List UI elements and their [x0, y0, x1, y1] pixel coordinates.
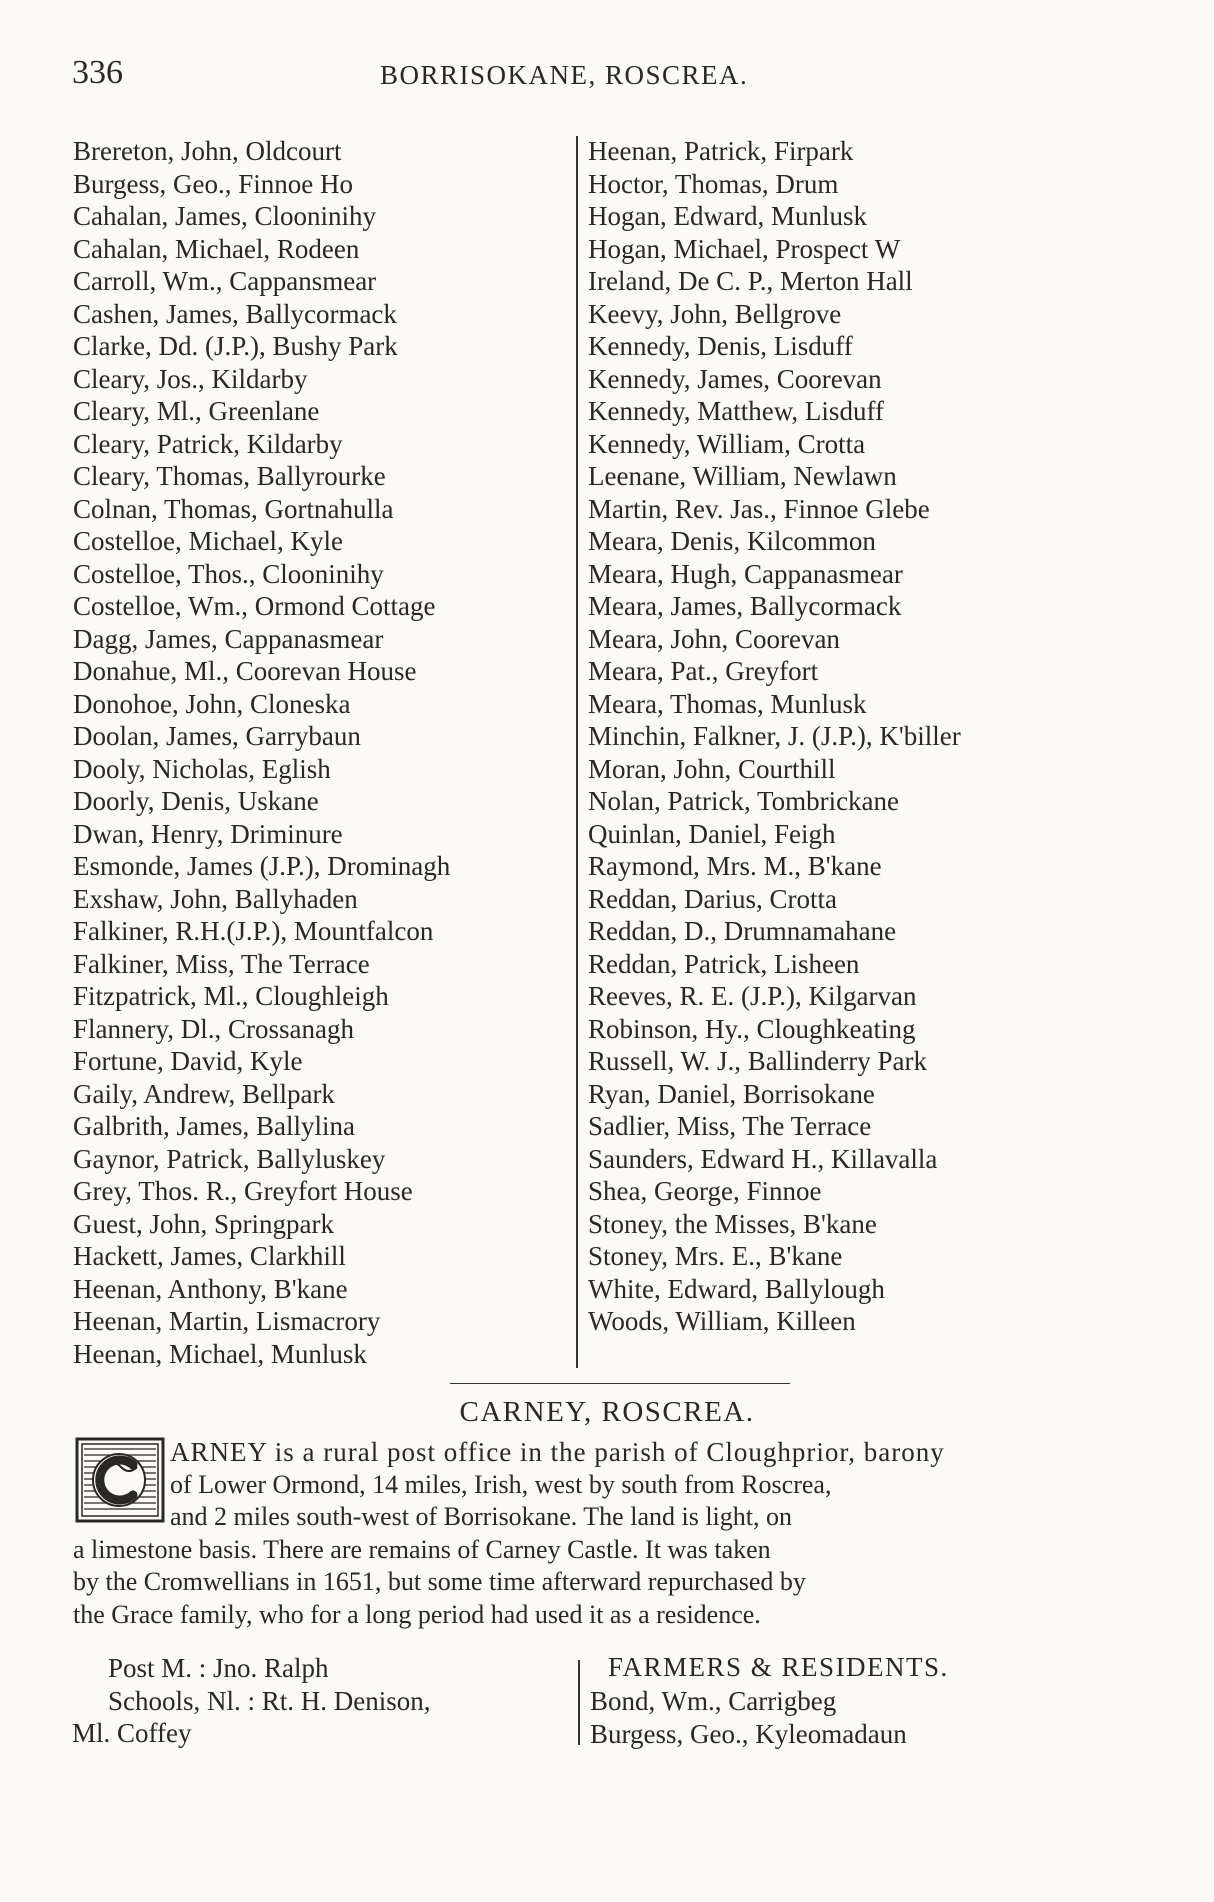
directory-entry: Raymond, Mrs. M., B'kane — [588, 851, 882, 881]
directory-entry: Costelloe, Thos., Clooninihy — [73, 558, 384, 589]
directory-entry: Heenan, Patrick, Firpark — [588, 136, 854, 166]
directory-entry: Kennedy, William, Crotta — [588, 428, 866, 459]
directory-entry: Leenane, William, Newlawn — [588, 461, 897, 491]
description-line: the Grace family, who for a long period had used it as a residence. — [73, 1599, 761, 1629]
directory-entry: Moran, John, Courthill — [588, 753, 836, 784]
directory-entry: Gaily, Andrew, Bellpark — [73, 1078, 335, 1109]
directory-entry: Keevy, John, Bellgrove — [588, 298, 842, 329]
directory-entry: Ireland, De C. P., Merton Hall — [588, 266, 913, 296]
running-title: BORRISOKANE, ROSCREA. — [380, 60, 749, 90]
directory-entry: Cleary, Jos., Kildarby — [73, 363, 308, 394]
directory-entry: Quinlan, Daniel, Feigh — [588, 818, 836, 849]
directory-entry: Donahue, Ml., Coorevan House — [73, 656, 417, 686]
page-header — [0, 48, 1214, 104]
farmers-heading: FARMERS & RESIDENTS. — [608, 1652, 949, 1682]
directory-entry: White, Edward, Ballylough — [588, 1273, 885, 1304]
directory-entry: Costelloe, Wm., Ormond Cottage — [73, 591, 436, 621]
directory-entry: Cleary, Patrick, Kildarby — [73, 428, 343, 459]
directory-entry: Nolan, Patrick, Tombrickane — [588, 786, 900, 816]
farmers-list — [590, 1685, 907, 1750]
directory-entry: Reddan, Darius, Crotta — [588, 883, 837, 914]
directory-entry: Kennedy, James, Coorevan — [588, 363, 882, 394]
directory-entry: Cleary, Thomas, Ballyrourke — [73, 461, 386, 491]
left-column-list — [73, 135, 573, 1370]
directory-entry: Russell, W. J., Ballinderry Park — [588, 1046, 927, 1076]
directory-entry: Reeves, R. E. (J.P.), Kilgarvan — [588, 981, 917, 1011]
directory-entry: Martin, Rev. Jas., Finnoe Glebe — [588, 493, 930, 524]
directory-entry: Fortune, David, Kyle — [73, 1046, 303, 1076]
directory-entry: Woods, William, Killeen — [588, 1306, 856, 1336]
directory-entry: Saunders, Edward H., Killavalla — [588, 1143, 938, 1174]
directory-entry: Heenan, Martin, Lismacrory — [73, 1306, 381, 1336]
carney-description — [73, 1436, 1083, 1631]
description-line: ARNEY is a rural post office in the parish of Cloughprior, barony — [170, 1437, 945, 1467]
directory-entry: Flannery, Dl., Crossanagh — [73, 1013, 354, 1044]
directory-entry: Kennedy, Matthew, Lisduff — [588, 396, 884, 426]
directory-entry: Hogan, Edward, Munlusk — [588, 201, 867, 231]
directory-entry: Heenan, Anthony, B'kane — [73, 1273, 348, 1304]
directory-entry: Reddan, D., Drumnamahane — [588, 916, 897, 946]
directory-entry: Cleary, Ml., Greenlane — [73, 396, 320, 426]
description-line: by the Cromwellians in 1651, but some time afterward repurchased by — [73, 1567, 806, 1596]
directory-entry: Meara, Hugh, Cappanasmear — [588, 558, 903, 589]
schools-line: Schools, Nl. : Rt. H. Denison, — [108, 1685, 431, 1716]
directory-entry: Cahalan, James, Clooninihy — [73, 201, 376, 231]
directory-entry: Stoney, Mrs. E., B'kane — [588, 1241, 843, 1271]
directory-entry: Stoney, the Misses, B'kane — [588, 1208, 877, 1239]
schools-line-continued: Ml. Coffey — [72, 1718, 192, 1748]
description-line: of Lower Ormond, 14 miles, Irish, west by south from Roscrea, — [170, 1469, 832, 1499]
directory-entry: Kennedy, Denis, Lisduff — [588, 331, 853, 361]
directory-entry: Shea, George, Finnoe — [588, 1176, 822, 1206]
directory-entry: Falkiner, R.H.(J.P.), Mountfalcon — [73, 916, 434, 946]
directory-entry: Carroll, Wm., Cappansmear — [73, 266, 377, 296]
section-heading: CARNEY, ROSCREA. — [459, 1396, 755, 1428]
directory-entry: Burgess, Geo., Kyleomadaun — [590, 1718, 907, 1749]
directory-entry: Burgess, Geo., Finnoe Ho — [73, 168, 353, 199]
right-column-list — [588, 135, 1108, 1338]
directory-entry: Brereton, John, Oldcourt — [73, 136, 342, 166]
directory-entry: Guest, John, Springpark — [73, 1208, 334, 1239]
directory-entry: Grey, Thos. R., Greyfort House — [73, 1176, 413, 1206]
directory-entry: Clarke, Dd. (J.P.), Bushy Park — [73, 331, 398, 361]
description-line: a limestone basis. There are remains of Carney Castle. It was taken — [73, 1534, 771, 1564]
directory-entry: Esmonde, James (J.P.), Drominagh — [73, 851, 451, 881]
post-master: Post M. : Jno. Ralph — [108, 1653, 329, 1683]
column-divider-lower — [578, 1660, 580, 1745]
directory-entry: Robinson, Hy., Cloughkeating — [588, 1013, 916, 1044]
section-divider — [450, 1383, 790, 1384]
directory-entry: Doolan, James, Garrybaun — [73, 721, 361, 751]
directory-entry: Hackett, James, Clarkhill — [73, 1241, 346, 1271]
directory-entry: Gaynor, Patrick, Ballyluskey — [73, 1143, 386, 1174]
directory-entry: Donohoe, John, Cloneska — [73, 688, 351, 719]
directory-entry: Meara, Thomas, Munlusk — [588, 688, 867, 719]
directory-entry: Fitzpatrick, Ml., Cloughleigh — [73, 981, 389, 1011]
directory-entry: Doorly, Denis, Uskane — [73, 786, 319, 816]
officials-block — [72, 1652, 568, 1750]
directory-entry: Falkiner, Miss, The Terrace — [73, 948, 370, 979]
directory-entry: Hoctor, Thomas, Drum — [588, 168, 839, 199]
column-divider — [576, 136, 578, 1368]
directory-entry: Sadlier, Miss, The Terrace — [588, 1111, 872, 1141]
directory-entry: Reddan, Patrick, Lisheen — [588, 948, 860, 979]
directory-entry: Dwan, Henry, Driminure — [73, 818, 343, 849]
directory-entry: Meara, John, Coorevan — [588, 623, 840, 654]
directory-entry: Hogan, Michael, Prospect W — [588, 233, 901, 264]
directory-entry: Dagg, James, Cappanasmear — [73, 623, 384, 654]
directory-entry: Bond, Wm., Carrigbeg — [590, 1686, 837, 1716]
directory-entry: Galbrith, James, Ballylina — [73, 1111, 355, 1141]
directory-entry: Meara, Pat., Greyfort — [588, 656, 819, 686]
directory-entry: Cahalan, Michael, Rodeen — [73, 233, 360, 264]
directory-entry: Meara, Denis, Kilcommon — [588, 526, 876, 556]
directory-entry: Ryan, Daniel, Borrisokane — [588, 1078, 875, 1109]
directory-entry: Minchin, Falkner, J. (J.P.), K'biller — [588, 721, 961, 751]
directory-entry: Costelloe, Michael, Kyle — [73, 526, 343, 556]
directory-entry: Colnan, Thomas, Gortnahulla — [73, 493, 394, 524]
directory-entry: Exshaw, John, Ballyhaden — [73, 883, 358, 914]
description-line: and 2 miles south-west of Borrisokane. The land is light, on — [170, 1502, 792, 1531]
directory-entry: Meara, James, Ballycormack — [588, 591, 902, 621]
page-number: 336 — [72, 54, 123, 91]
directory-entry: Cashen, James, Ballycormack — [73, 298, 397, 329]
directory-entry: Heenan, Michael, Munlusk — [73, 1338, 367, 1369]
directory-entry: Dooly, Nicholas, Eglish — [73, 753, 331, 784]
